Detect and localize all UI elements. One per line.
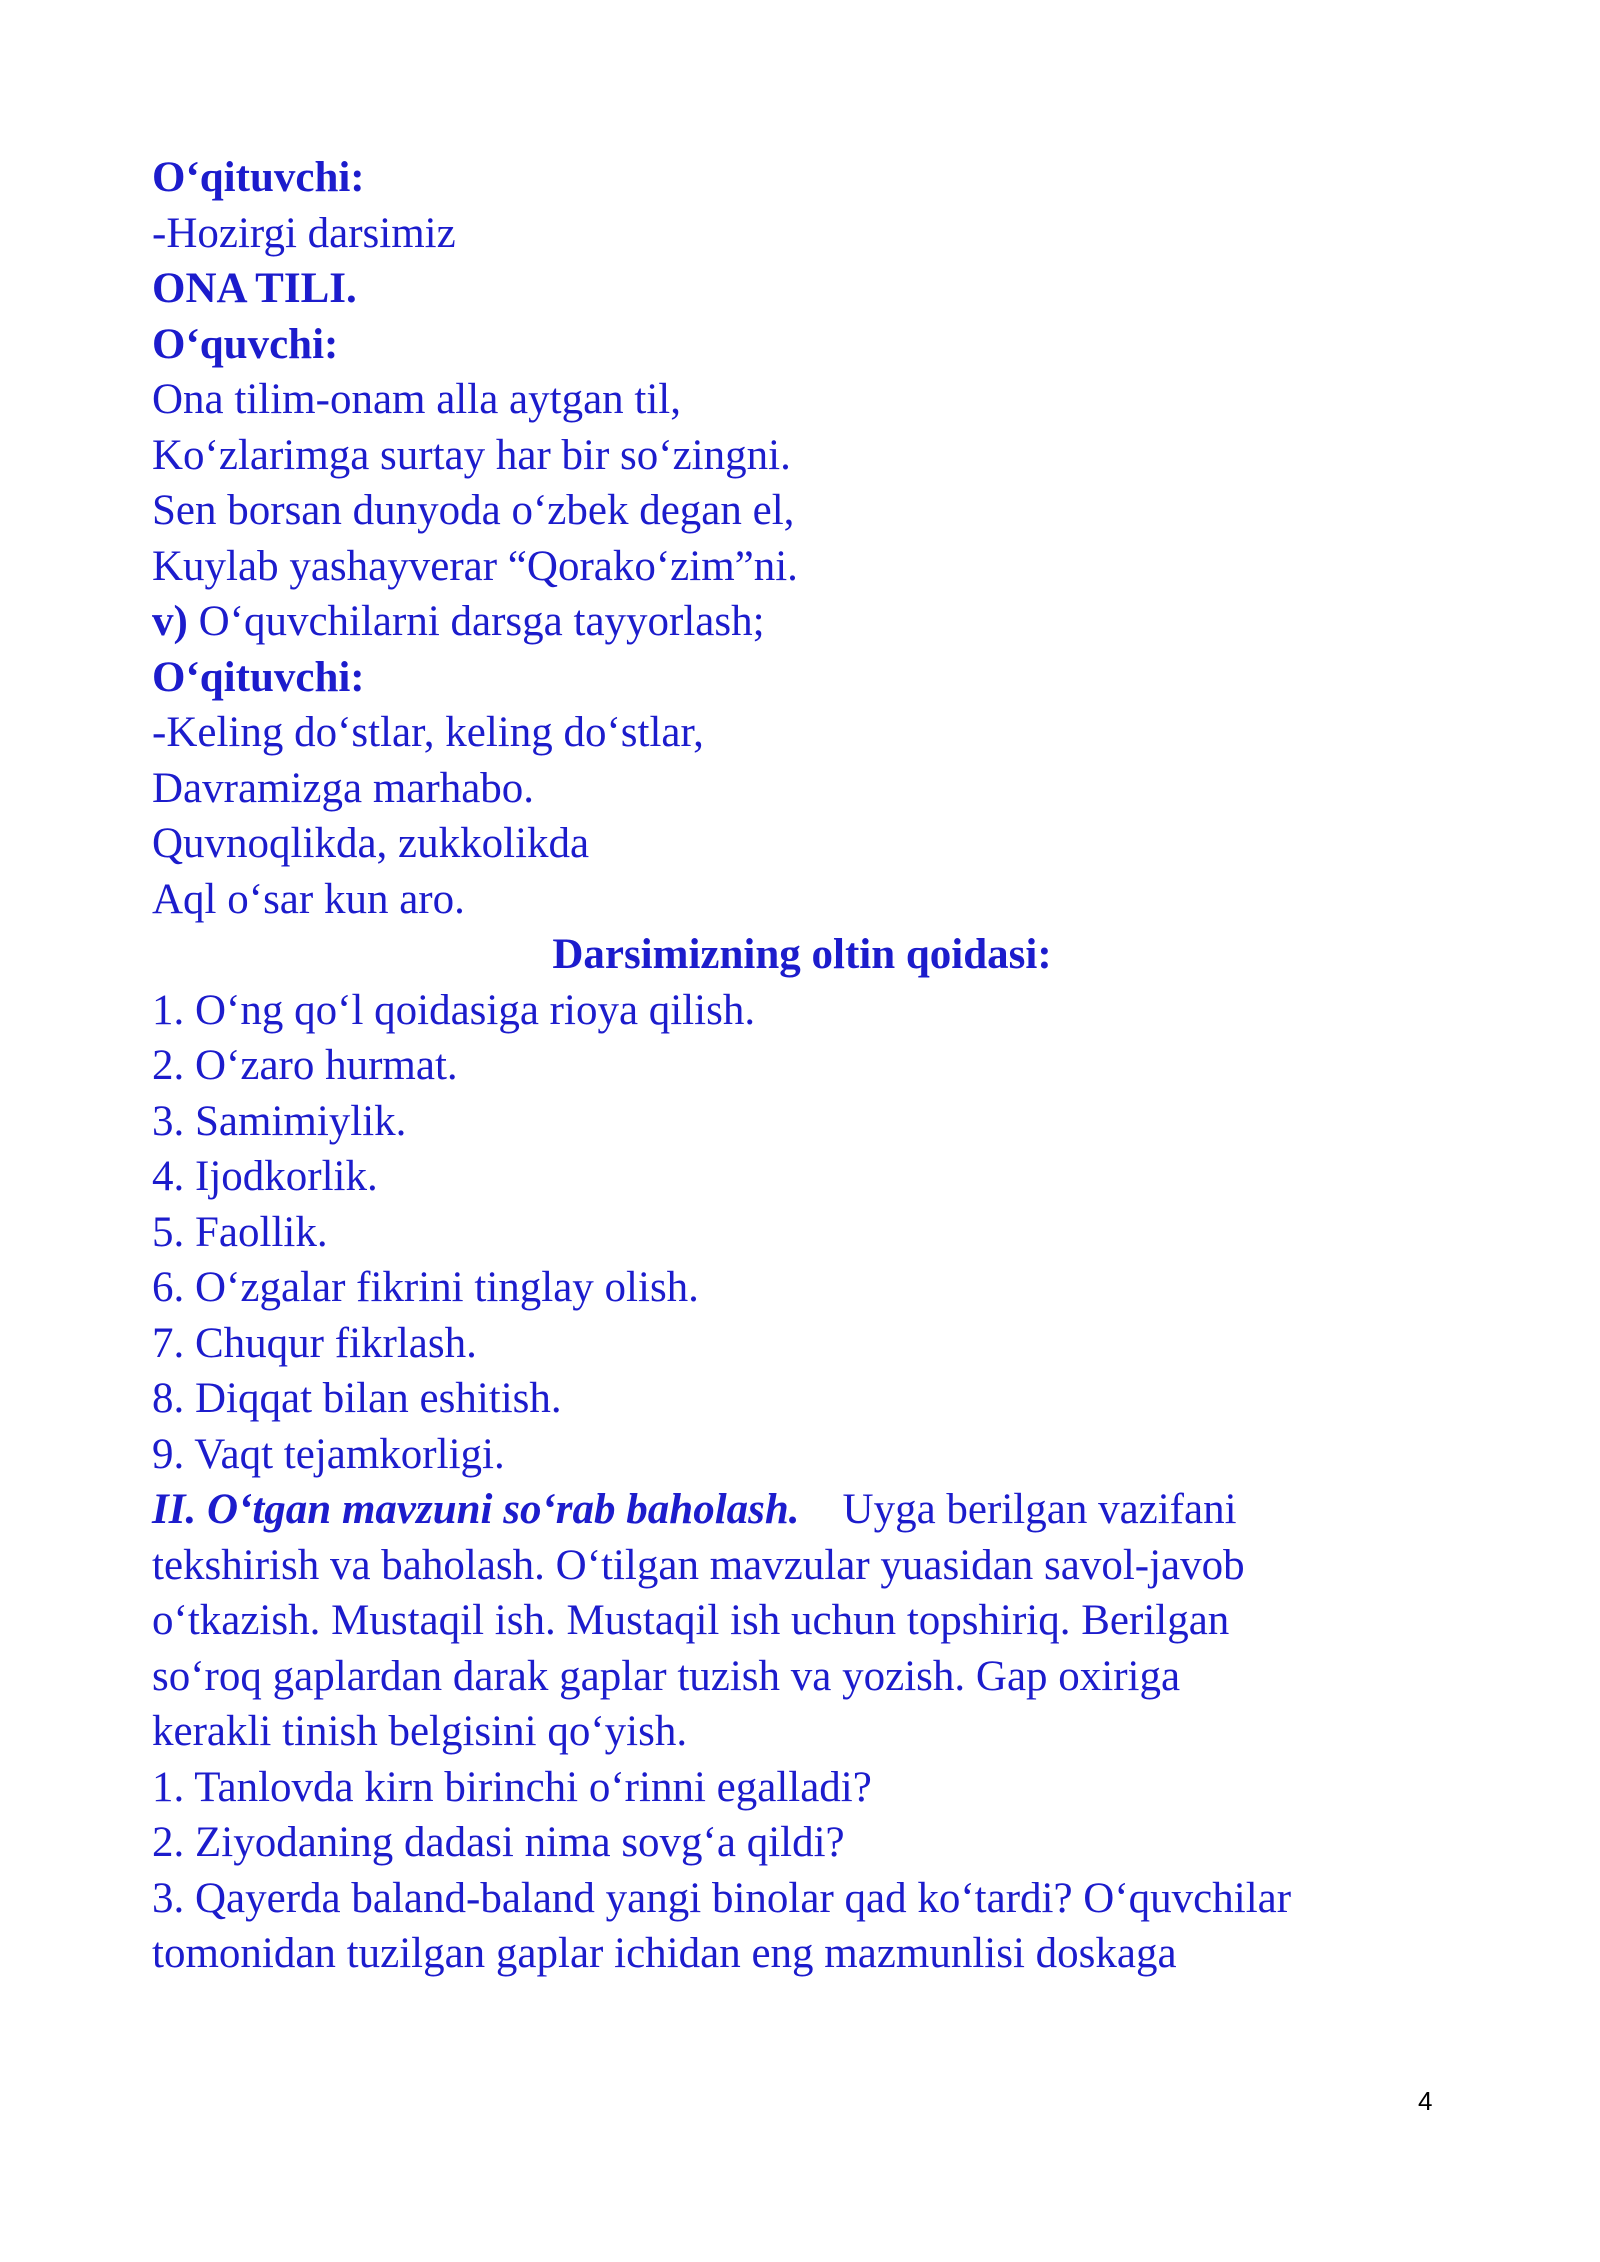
prep-marker: v) [152, 598, 188, 645]
rule-item: 8. Diqqat bilan eshitish. [152, 1375, 562, 1422]
question-item: tomonidan tuzilgan gaplar ichidan eng mazmunlisi doskaga [152, 1930, 1177, 1977]
poem-line: Sen borsan dunyoda o‘zbek degan el, [152, 487, 795, 534]
document-page [152, 150, 1452, 1982]
section-2-line: so‘roq gaplardan darak gaplar tuzish va yozish. Gap oxiriga [152, 1652, 1181, 1700]
rule-item: 9. Vaqt tejamkorligi. [152, 1430, 505, 1478]
page-number: 4 [1418, 2086, 1433, 2116]
teacher-line: -Hozirgi darsimiz [152, 209, 456, 257]
rules-title: Darsimizning oltin qoidasi: [552, 931, 1052, 978]
question-item: 1. Tanlovda kirn birinchi o‘rinni egalladi? [152, 1763, 872, 1811]
poem-line: Davramizga marhabo. [152, 764, 535, 812]
section-2-line: o‘tkazish. Mustaqil ish. Mustaqil ish uchun topshiriq. Berilgan [152, 1597, 1230, 1644]
prep-text: O‘quvchilarni darsga tayyorlash; [198, 598, 765, 645]
rule-item: 5. Faollik. [152, 1208, 328, 1256]
section-2-heading: II. O‘tgan mavzuni so‘rab baholash. [152, 1486, 800, 1533]
rule-item: 3. Samimiylik. [152, 1097, 407, 1145]
section-2-text: Uyga berilgan vazifani [842, 1486, 1237, 1533]
pupil-label: O‘quvchi: [152, 320, 339, 368]
section-2-line: tekshirish va baholash. O‘tilgan mavzular yuasidan savol-javob [152, 1541, 1245, 1589]
rule-item: 6. O‘zgalar fikrini tinglay olish. [152, 1264, 699, 1311]
poem-line: Kuylab yashayverar “Qorako‘zim”ni. [152, 542, 798, 590]
prep-line [152, 594, 1452, 650]
teacher-label: O‘qituvchi: [152, 154, 365, 201]
poem-line: Aql o‘sar kun aro. [152, 875, 465, 923]
rule-item: 7. Chuqur fikrlash. [152, 1319, 477, 1367]
section-2-line: kerakli tinish belgisini qo‘yish. [152, 1708, 688, 1755]
rule-item: 4. Ijodkorlik. [152, 1153, 378, 1200]
poem-line: Quvnoqlikda, zukkolikda [152, 820, 590, 867]
section-2-first-line [152, 1482, 1452, 1538]
poem-line: Ona tilim-onam alla aytgan til, [152, 376, 681, 423]
rule-item: 2. O‘zaro hurmat. [152, 1042, 458, 1089]
subject-title: ONA TILI. [152, 265, 357, 312]
question-item: 3. Qayerda baland-baland yangi binolar qad ko‘tardi? O‘quvchilar [152, 1874, 1292, 1922]
poem-line: -Keling do‘stlar, keling do‘stlar, [152, 709, 704, 756]
rule-item: 1. O‘ng qo‘l qoidasiga rioya qilish. [152, 986, 756, 1034]
teacher-label-2: O‘qituvchi: [152, 653, 365, 701]
question-item: 2. Ziyodaning dadasi nima sovg‘a qildi? [152, 1819, 845, 1866]
poem-line: Ko‘zlarimga surtay har bir so‘zingni. [152, 431, 791, 479]
